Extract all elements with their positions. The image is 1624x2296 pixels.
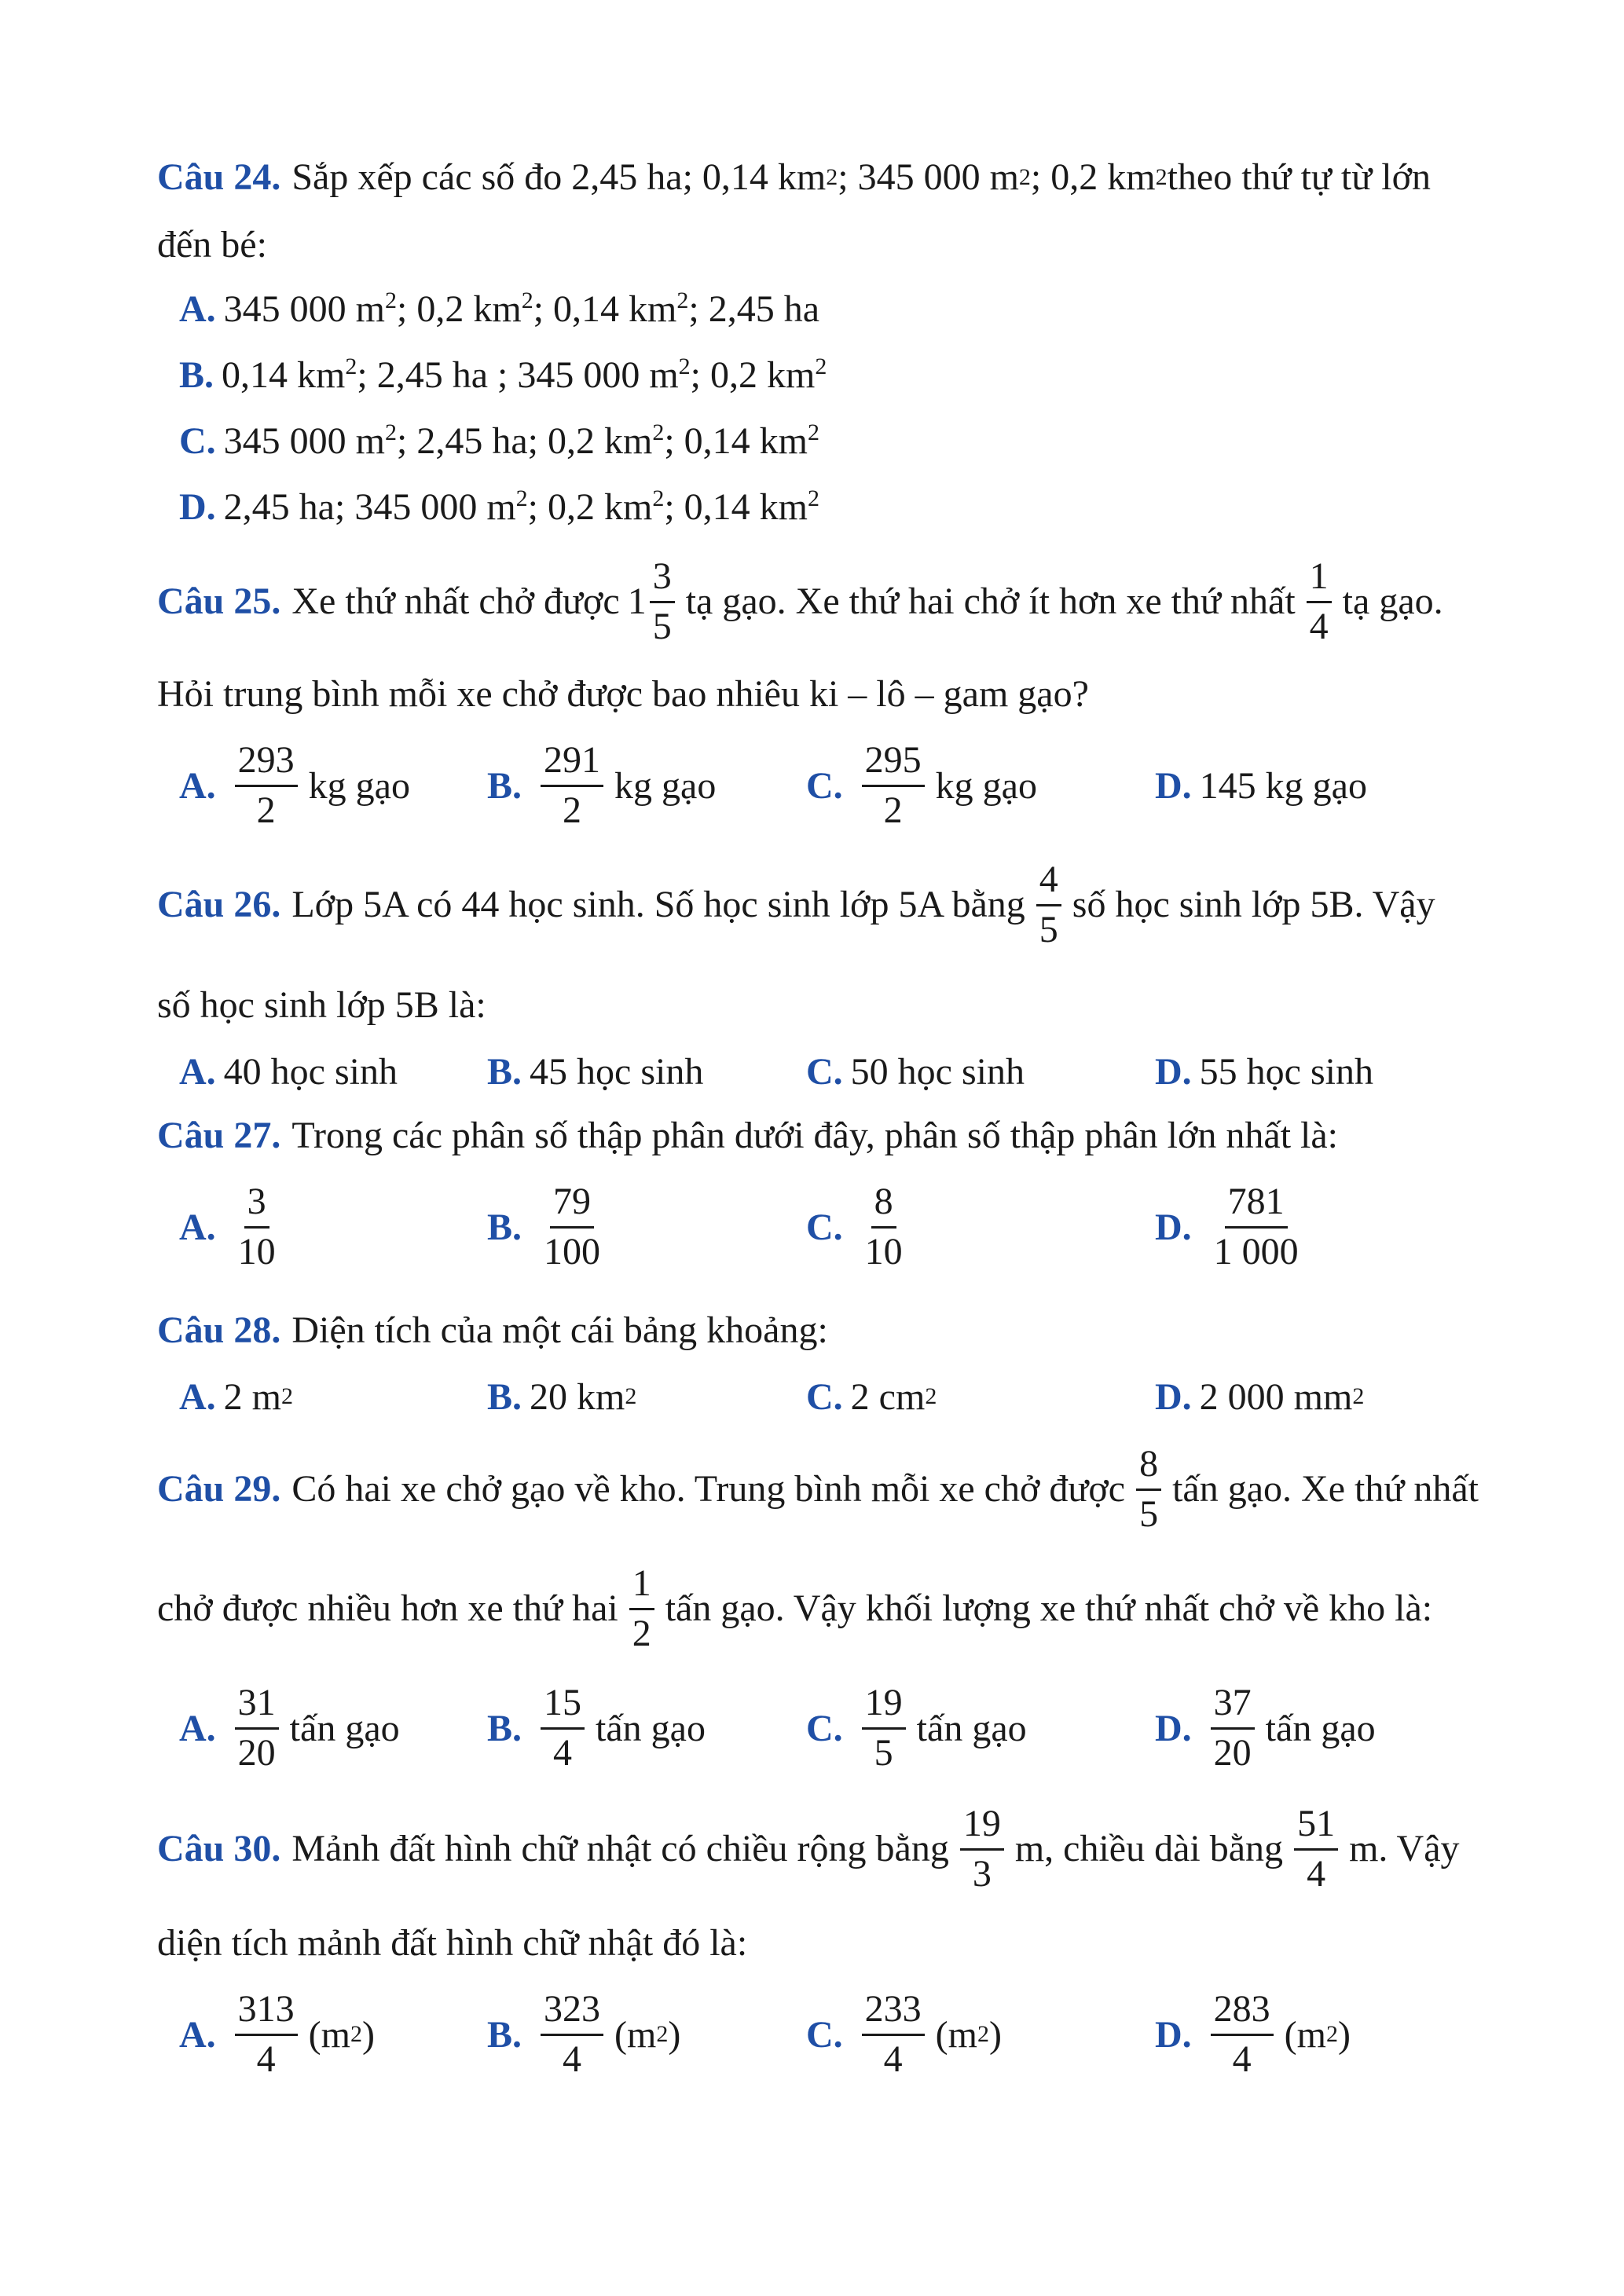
q28-option-b[interactable]: B. 20 km 2 (487, 1375, 637, 1418)
q29-stem-line2: chở được nhiều hơn xe thứ hai $\frac{1}{2}$ tấn gạo. Vậy khối lượng xe thứ nhất chở về kho là: (157, 1562, 1433, 1654)
q30-option-d[interactable]: D. $\frac{283}{4}$ (m 2 ) (1155, 1987, 1351, 2080)
q26-fraction: $\frac{4}{5}$ (1036, 859, 1061, 951)
q27-option-c[interactable]: C. $\frac{8}{10}$ (806, 1180, 903, 1273)
q28-option-a[interactable]: A. 2 m 2 (179, 1375, 294, 1418)
q27-label: Câu 27. (157, 1115, 281, 1156)
q26-option-b[interactable]: B. 45 học sinh (487, 1050, 704, 1093)
q25-label: Câu 25. (157, 580, 281, 622)
q30-option-a[interactable]: A. $\frac{313}{4}$ (m 2 ) (179, 1987, 375, 2080)
q30-option-b[interactable]: B. $\frac{323}{4}$ (m 2 ) (487, 1987, 681, 2080)
q25-option-b[interactable]: B. $\frac{291}{2}$ kg gạo (487, 738, 717, 831)
q26-label: Câu 26. (157, 884, 281, 925)
q26-option-c[interactable]: C. 50 học sinh (806, 1050, 1025, 1093)
q24-option-c[interactable]: C. 345 000 $m^2$; 2,45 ha; 0,2 $km^2$; 0,14 $km^2$ (179, 419, 819, 462)
q29-option-b[interactable]: B. $\frac{15}{4}$ tấn gạo (487, 1681, 706, 1774)
q25-fraction: $\frac{1}{4}$ (1307, 556, 1332, 648)
q25-option-d[interactable]: D. 145 kg gạo (1155, 764, 1367, 807)
q26-stem-line1: Câu 26. Lớp 5A có 44 học sinh. Số học sinh lớp 5A bằng $\frac{4}{5}$ số học sinh lớp 5B. Vậy (157, 858, 1435, 950)
q29-option-d[interactable]: D. $\frac{37}{20}$ tấn gạo (1155, 1681, 1376, 1774)
q26-stem-line2: số học sinh lớp 5B là: (157, 984, 486, 1026)
q29-fraction: $\frac{8}{5}$ (1136, 1444, 1161, 1536)
q24-option-b[interactable]: B. 0,14 $km^2$; 2,45 ha ; 345 000 $m^2$; 0,2 $km^2$ (179, 353, 827, 396)
q28-stem: Câu 28. Diện tích của một cái bảng khoảng: (157, 1307, 1483, 1354)
q27-stem: Câu 27. Trong các phân số thập phân dưới đây, phân số thập phân lớn nhất là: (157, 1112, 1483, 1159)
q29-label: Câu 29. (157, 1468, 281, 1510)
q25-stem-line1: Câu 25. Xe thứ nhất chở được 1 $\frac{3}{5}$ tạ gạo. Xe thứ hai chở ít hơn xe thứ nhất $\frac{1}{4}$ tạ gạo. (157, 555, 1443, 647)
q29-option-c[interactable]: C. $\frac{19}{5}$ tấn gạo (806, 1681, 1027, 1774)
q30-stem-line1: Câu 30. Mảnh đất hình chữ nhật có chiều rộng bằng $\frac{19}{3}$ m, chiều dài bằng $\frac{51}{4}$ m. Vậy (157, 1802, 1460, 1895)
q24-option-a[interactable]: A. 345 000 $m^2$; 0,2 $km^2$; 0,14 $km^2$; 2,45 ha (179, 287, 819, 330)
q30-label: Câu 30. (157, 1828, 281, 1869)
q24-text-b: ; 345 000 m (838, 156, 1019, 198)
q24-text-d: theo thứ tự từ lớn (1167, 156, 1431, 198)
q28-option-d[interactable]: D. 2 000 mm 2 (1155, 1375, 1365, 1418)
q26-option-a[interactable]: A. 40 học sinh (179, 1050, 398, 1093)
q24-text-c: ; 0,2 km (1030, 156, 1156, 198)
q30-option-c[interactable]: C. $\frac{233}{4}$ (m 2 ) (806, 1987, 1002, 2080)
q26-option-d[interactable]: D. 55 học sinh (1155, 1050, 1373, 1093)
q28-option-c[interactable]: C. 2 cm 2 (806, 1375, 937, 1418)
q24-text-a: Sắp xếp các số đo 2,45 ha; 0,14 km (291, 156, 827, 198)
q28-label: Câu 28. (157, 1309, 281, 1351)
q30-fraction-2: $\frac{51}{4}$ (1294, 1803, 1338, 1895)
q30-stem-line2: diện tích mảnh đất hình chữ nhật đó là: (157, 1922, 748, 1964)
q25-mixed-fraction: $\frac{3}{5}$ (650, 556, 675, 648)
q25-stem-line2: Hỏi trung bình mỗi xe chở được bao nhiêu ki – lô – gam gạo? (157, 673, 1089, 715)
q24-label: Câu 24. (157, 156, 281, 198)
q29-fraction-2: $\frac{1}{2}$ (629, 1563, 654, 1655)
q27-option-d[interactable]: D. $\frac{781}{1 000}$ (1155, 1180, 1299, 1273)
q24-stem-line1: Câu 24. Sắp xếp các số đo 2,45 ha; 0,14 km 2 ; 345 000 m 2 ; 0,2 km 2 theo thứ tự từ lớn (157, 154, 1483, 201)
q25-option-c[interactable]: C. $\frac{295}{2}$ kg gạo (806, 738, 1037, 831)
q29-stem-line1: Câu 29. Có hai xe chở gạo về kho. Trung bình mỗi xe chở được $\frac{8}{5}$ tấn gạo. Xe thứ nhất (157, 1442, 1479, 1535)
q29-option-a[interactable]: A. $\frac{31}{20}$ tấn gạo (179, 1681, 400, 1774)
q24-stem-line2: đến bé: (157, 224, 267, 265)
q24-option-d[interactable]: D. 2,45 ha; 345 000 $m^2$; 0,2 $km^2$; 0,14 $km^2$ (179, 485, 819, 528)
q27-option-a[interactable]: A. $\frac{3}{10}$ (179, 1180, 276, 1273)
q30-fraction: $\frac{19}{3}$ (960, 1803, 1004, 1895)
q27-option-b[interactable]: B. $\frac{79}{100}$ (487, 1180, 601, 1273)
q25-option-a[interactable]: A. $\frac{293}{2}$ kg gạo (179, 738, 410, 831)
